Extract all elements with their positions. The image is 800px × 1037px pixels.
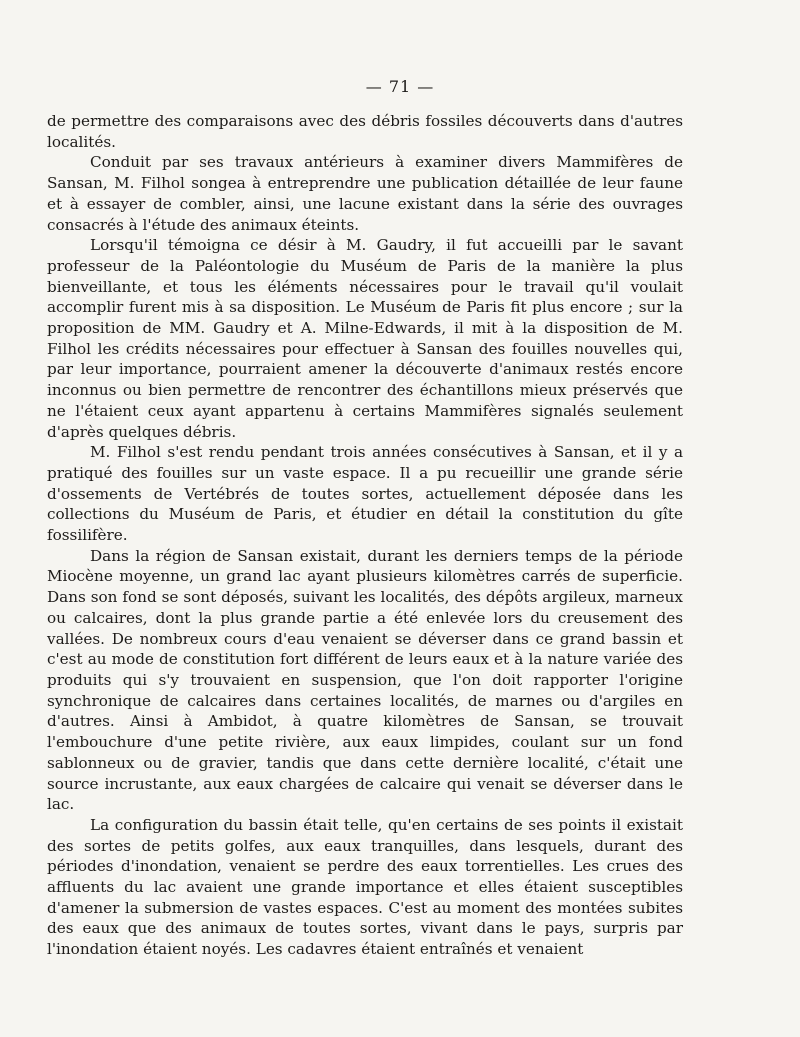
paragraph-2: Conduit par ses travaux antérieurs à examiner divers Mammifères de Sansan, M. Filhol songea à entreprendre une publication détaillée de leur faune et à essayer de combler, ainsi, une lacune existant dans la série des ouvrages consacrés à l'étude des animaux éteints. <box>47 153 683 234</box>
page-number: — 71 — <box>365 77 435 96</box>
paragraph-5: Dans la région de Sansan existait, durant les derniers temps de la période Miocène moyenne, un grand lac ayant plusieurs kilomètres carrés de superficie. Dans son fond se sont déposés, suivant les localités, des dépôts argileux, marneux ou calcaires, dont la plus grande partie a été enlevée lors du creusement des vallées. De nombreux cours d'eau venaient se déverser dans ce grand bassin et c'est au mode de constitution fort différent de leurs eaux et à la nature variée des produits qui s'y trouvaient en suspension, que l'on doit rapporter l'origine synchronique de calcaires dans certaines localités, de marnes ou d'argiles en d'autres. Ainsi à Ambidot, à quatre kilomètres de Sansan, se trouvait l'embouchure d'une petite rivière, aux eaux limpides, coulant sur un fond sablonneux ou de gravier, tandis que dans cette dernière localité, c'était une source incrustante, aux eaux chargées de calcaire qui venait se déverser dans le lac. <box>47 546 683 814</box>
paragraph-1: de permettre des comparaisons avec des débris fossiles découverts dans d'autres localités. <box>47 112 683 151</box>
paragraph-6: La configuration du bassin était telle, qu'en certains de ses points il existait des sortes de petits golfes, aux eaux tranquilles, dans lesquels, durant des périodes d'inondation, venaient se perdre des eaux torrentielles. Les crues des affluents du lac avaient une grande importance et elles étaient susceptibles d'amener la submersion de vastes espaces. C'est au moment des montées subites des eaux que des animaux de toutes sortes, vivant dans le pays, surpris par l'inondation étaient noyés. Les cadavres étaient entraînés et venaient <box>47 815 683 959</box>
paragraph-3: Lorsqu'il témoigna ce désir à M. Gaudry, il fut accueilli par le savant professeur de la Paléontologie du Muséum de Paris de la manière la plus bienveillante, et tous les éléments nécessaires pour le travail qu'il voulait accomplir furent mis à sa disposition. Le Muséum de Paris fit plus encore ; sur la proposition de MM. Gaudry et A. Milne-Edwards, il mit à la disposition de M. Filhol les crédits nécessaires pour effectuer à Sansan des fouilles nouvelles qui, par leur importance, pourraient amener la découverte d'animaux restés encore inconnus ou bien permettre de rencontrer des échantillons mieux préservés que ne l'étaient ceux ayant appartenu à certains Mammifères signalés seulement d'après quelques débris. <box>47 236 683 441</box>
body-text <box>47 111 683 960</box>
paragraph-4: M. Filhol s'est rendu pendant trois années consécutives à Sansan, et il y a pratiqué des fouilles sur un vaste espace. Il a pu recueillir une grande série d'ossements de Vertébrés de toutes sortes, actuellement déposée dans les collections du Muséum de Paris, et étudier en détail la constitution du gîte fossilifère. <box>47 443 683 545</box>
